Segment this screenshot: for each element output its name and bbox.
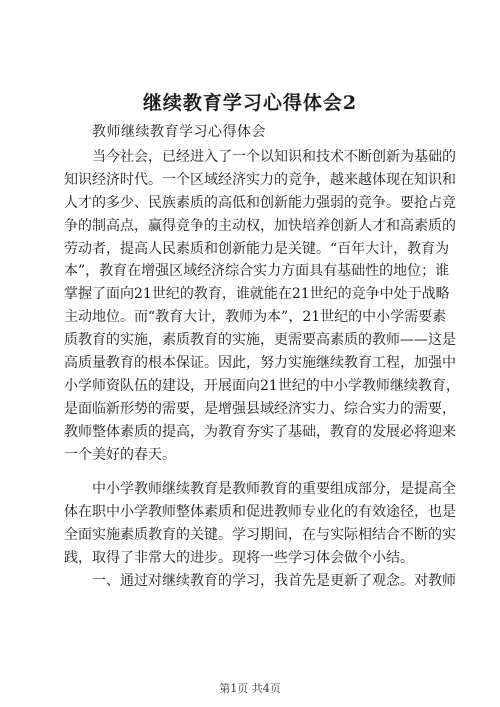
text-line: 知识经济时代。一个区域经济实力的竞争，越来越体现在知识和 bbox=[64, 171, 456, 188]
text-line: 本”，教育在增强区域经济综合实力方面具有基础性的地位；谁 bbox=[64, 263, 450, 280]
text-line: 一个美好的春天。 bbox=[64, 446, 176, 463]
page-number: 第1页 共4页 bbox=[219, 682, 281, 695]
text-line: 践，取得了非常大的进步。现将一些学习体会做个小结。 bbox=[64, 550, 414, 567]
text-line: 主动地位。而“教育大计，教师为本”，21世纪的中小学需要素 bbox=[64, 309, 447, 326]
document-title: 继续教育学习心得体会2 bbox=[142, 92, 358, 114]
text-line: 体在职中小学教师整体素质和促进教师专业化的有效途径，也是 bbox=[64, 504, 456, 521]
text-line: 争的制高点，赢得竞争的主动权，加快培养创新人才和高素质的 bbox=[64, 217, 456, 234]
paragraph bbox=[64, 478, 456, 570]
paragraph-gap bbox=[64, 466, 438, 478]
text-line: 掌握了面向21世纪的教育，谁就能在21世纪的竞争中处于战略 bbox=[64, 286, 450, 303]
text-line: 一、通过对继续教育的学习，我首先是更新了观念。对教师 bbox=[64, 573, 456, 590]
paragraph bbox=[64, 146, 460, 466]
text-line: 教师整体素质的提高，为教育夯实了基础，教育的发展必将迎来 bbox=[64, 423, 456, 440]
paragraph bbox=[64, 570, 456, 593]
text-line: 当今社会，已经进入了一个以知识和技术不断创新为基础的 bbox=[64, 149, 456, 165]
document-body bbox=[64, 146, 460, 593]
text-line: 质教育的实施，素质教育的实施，更需要高素质的教师——这是 bbox=[64, 332, 456, 349]
text-line: 小学师资队伍的建设，开展面向21世纪的中小学教师继续教育， bbox=[64, 377, 460, 394]
text-line: 人才的多少、民族素质的高低和创新能力强弱的竞争。要抢占竞 bbox=[64, 194, 456, 211]
document-subtitle: 教师继续教育学习心得体会 bbox=[92, 124, 266, 140]
text-line: 中小学教师继续教育是教师教育的重要组成部分，是提高全 bbox=[64, 481, 456, 498]
text-line: 全面实施素质教育的关键。学习期间，在与实际相结合不断的实 bbox=[64, 527, 456, 544]
text-line: 高质量教育的根本保证。因此，努力实施继续教育工程，加强中 bbox=[64, 355, 456, 372]
text-line: 是面临新形势的需要，是增强县域经济实力、综合实力的需要， bbox=[64, 400, 456, 417]
text-line: 劳动者，提高人民素质和创新能力是关键。“百年大计，教育为 bbox=[64, 240, 450, 257]
